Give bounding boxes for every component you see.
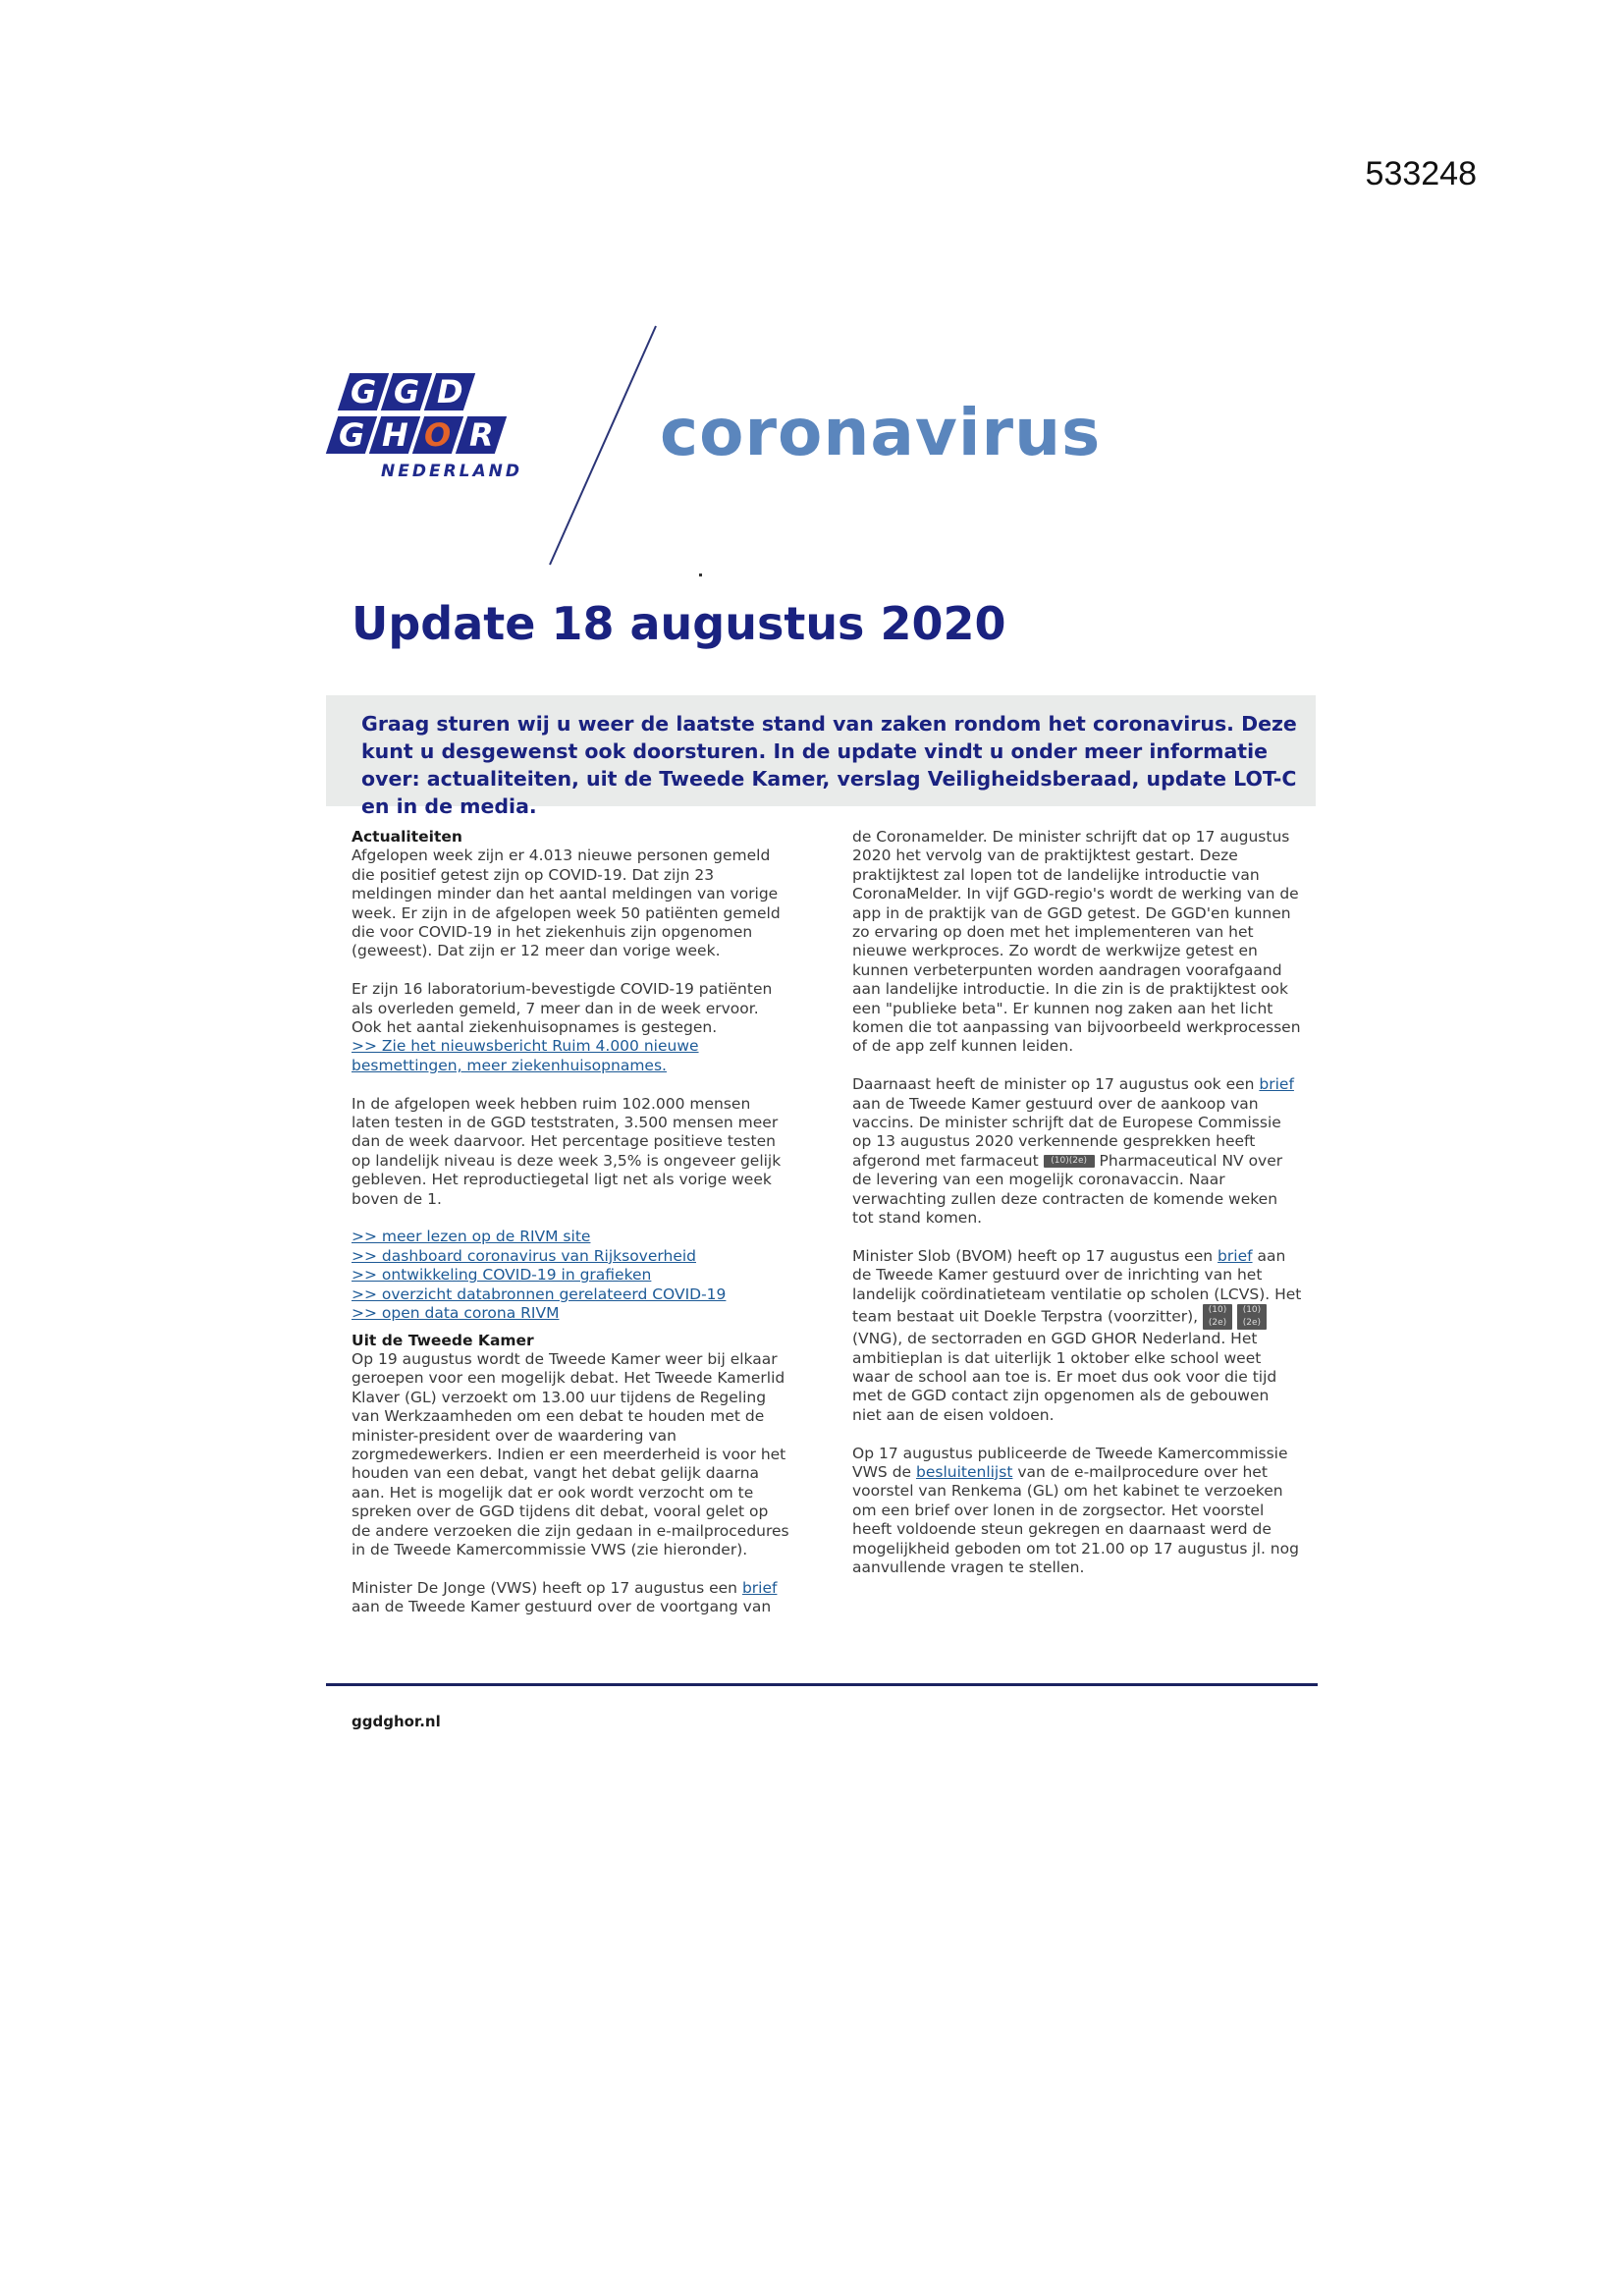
logo-row-ghor: G H O R <box>332 416 505 454</box>
rivm-site-link[interactable]: >> meer lezen op de RIVM site <box>352 1228 591 1246</box>
intro-box <box>326 695 1316 818</box>
graphs-link[interactable]: >> ontwikkeling COVID-19 in grafieken <box>352 1266 652 1285</box>
redaction-mark: (10)(2e) <box>1203 1304 1232 1330</box>
open-data-link[interactable]: >> open data corona RIVM <box>352 1304 560 1323</box>
right-column <box>852 828 1302 1577</box>
page-title: Update 18 augustus 2020 <box>352 597 1006 650</box>
brief-link[interactable]: brief <box>1259 1075 1294 1094</box>
paragraph: Er zijn 16 laboratorium-bevestigde COVID-19 patiënten als overleden gemeld, 7 meer dan in de week ervoor. Ook het aantal ziekenhuisopnames is gestegen. <box>352 980 773 1037</box>
stray-dot <box>699 574 702 576</box>
paragraph: Afgelopen week zijn er 4.013 nieuwe personen gemeld die positief getest zijn op COVID-19. Dat zijn 23 meldingen minder dan het aantal meldingen van vorige week. Er zijn in de afgelopen week 50 patiënten gemeld die voor COVID-19 in het ziekenhuis zijn opgenomen (geweest). Dat zijn er 12 meer dan vorige week. <box>352 847 781 960</box>
paragraph: de Coronamelder. De minister schrijft dat op 17 augustus 2020 het vervolg van de praktijktest gestart. Deze praktijktest zal lopen tot de landelijke introductie van CoronaMelder. In vijf GGD-regio's wordt de werking van de app in de praktijk van de GGD getest. De GGD'en kunnen zo ervaring op doen met het implementeren van het nieuwe werkproces. Zo wordt de werkwijze getest en kunnen verbeterpunten worden aandragen voorafgaand aan landelijke introductie. In die zin is de praktijktest ook een "publieke beta". Er kunnen nog zaken aan het licht komen die tot aanpassing van bijvoorbeeld werkprocessen of de app zelf kunnen leiden. <box>852 828 1301 1056</box>
brief-link[interactable]: brief <box>741 1578 778 1597</box>
logo-row-ggd: G G D <box>344 373 473 410</box>
redaction-mark: (10)(2e) <box>1237 1304 1267 1330</box>
paragraph: Minister De Jonge (VWS) heeft op 17 augustus een brief aan de Tweede Kamer gestuurd over de voortgang van <box>352 1578 778 1616</box>
header-divider-slash <box>0 0 1624 687</box>
paragraph: Op 19 augustus wordt de Tweede Kamer weer bij elkaar geroepen voor een mogelijk debat. Het Tweede Kamerlid Klaver (GL) verzoekt om 13.00 uur tijdens de Regeling van Werkzaamheden om een debat te houden met de minister-president over de waardering van zorgmedewerkers. Indien er een meerderheid is voor het houden van een debat, vangt het debat gelijk daarna aan. Het is mogelijk dat er ook wordt verzocht om te spreken over de GGD tijdens dit debat, vooral gelet op de andere verzoeken die zijn gedaan in e-mailprocedures in de Tweede Kamercommissie VWS (zie hieronder). <box>352 1349 789 1558</box>
dashboard-link[interactable]: >> dashboard coronavirus van Rijksoverheid <box>352 1246 696 1265</box>
data-sources-link[interactable]: >> overzicht databronnen gerelateerd COVID-19 <box>352 1285 727 1303</box>
logo-subtitle: NEDERLAND <box>381 462 522 481</box>
besluitenlijst-link[interactable]: besluitenlijst <box>916 1462 1013 1481</box>
brief-link[interactable]: brief <box>1218 1246 1253 1265</box>
paragraph: In de afgelopen week hebben ruim 102.000 mensen laten testen in de GGD teststraten, 3.500 mensen meer dan de week daarvoor. Het percentage positieve testen op landelijk niveau is deze week 3,5% is ongeveer gelijk gebleven. Het reproductiegetal ligt net als vorige week boven de 1. <box>352 1094 782 1208</box>
left-column <box>352 828 791 1617</box>
footer-rule <box>326 1683 1318 1686</box>
section-heading-tweede-kamer: Uit de Tweede Kamer <box>352 1331 534 1349</box>
document-id: 533248 <box>1365 155 1477 192</box>
redaction-mark: (10)(2e) <box>1044 1155 1095 1168</box>
paragraph: Op 17 augustus publiceerde de Tweede Kamercommissie VWS de besluitenlijst van de e-mailprocedure over het voorstel van Renkema (GL) om het kabinet te verzoeken om een brief over lonen in de zorgsector. Het voorstel heeft voldoende steun gekregen en daarnaast werd de mogelijkheid geboden om tot 21.00 op 17 augustus jl. nog aanvullende vragen te stellen. <box>852 1444 1299 1576</box>
footer-url: ggdghor.nl <box>352 1713 441 1730</box>
paragraph: Daarnaast heeft de minister op 17 augustus ook een brief aan de Tweede Kamer gestuurd over de aankoop van vaccins. De minister schrijft dat de Europese Commissie op 13 augustus 2020 verkennende gesprekken heeft afgerond met farmaceut (10)(2e) Pharmaceutical NV over de levering van een mogelijk coronavaccin. Naar verwachting zullen deze contracten de komende weken tot stand komen. <box>852 1075 1294 1228</box>
paragraph: Minister Slob (BVOM) heeft op 17 augustus een brief aan de Tweede Kamer gestuurd over de inrichting van het landelijk coördinatieteam ventilatie op scholen (LCVS). Het team bestaat uit Doekle Terpstra (voorzitter), (10)(2e) (10)(2e) (VNG), de sectorraden en GGD GHOR Nederland. Het ambitieplan is dat uiterlijk 1 oktober elke school weet waar de school aan toe is. Er moet dus ook voor die tijd met de GGD contact zijn opgenomen als de gebouwen niet aan de eisen voldoen. <box>852 1246 1302 1424</box>
news-link[interactable]: >> Zie het nieuwsbericht Ruim 4.000 nieuwe besmettingen, meer ziekenhuisopnames. <box>352 1037 699 1074</box>
brand-wordmark: coronavirus <box>660 395 1102 470</box>
section-heading-actualiteiten: Actualiteiten <box>352 828 462 846</box>
intro-text: Graag sturen wij u weer de laatste stand van zaken rondom het coronavirus. Deze kunt u desgewenst ook doorsturen. In de update vindt u onder meer informatie over: actualiteiten, uit de Tweede Kamer, verslag Veiligheidsberaad, update LOT-C en in de media. <box>361 712 1297 818</box>
ggd-ghor-logo <box>332 373 528 486</box>
